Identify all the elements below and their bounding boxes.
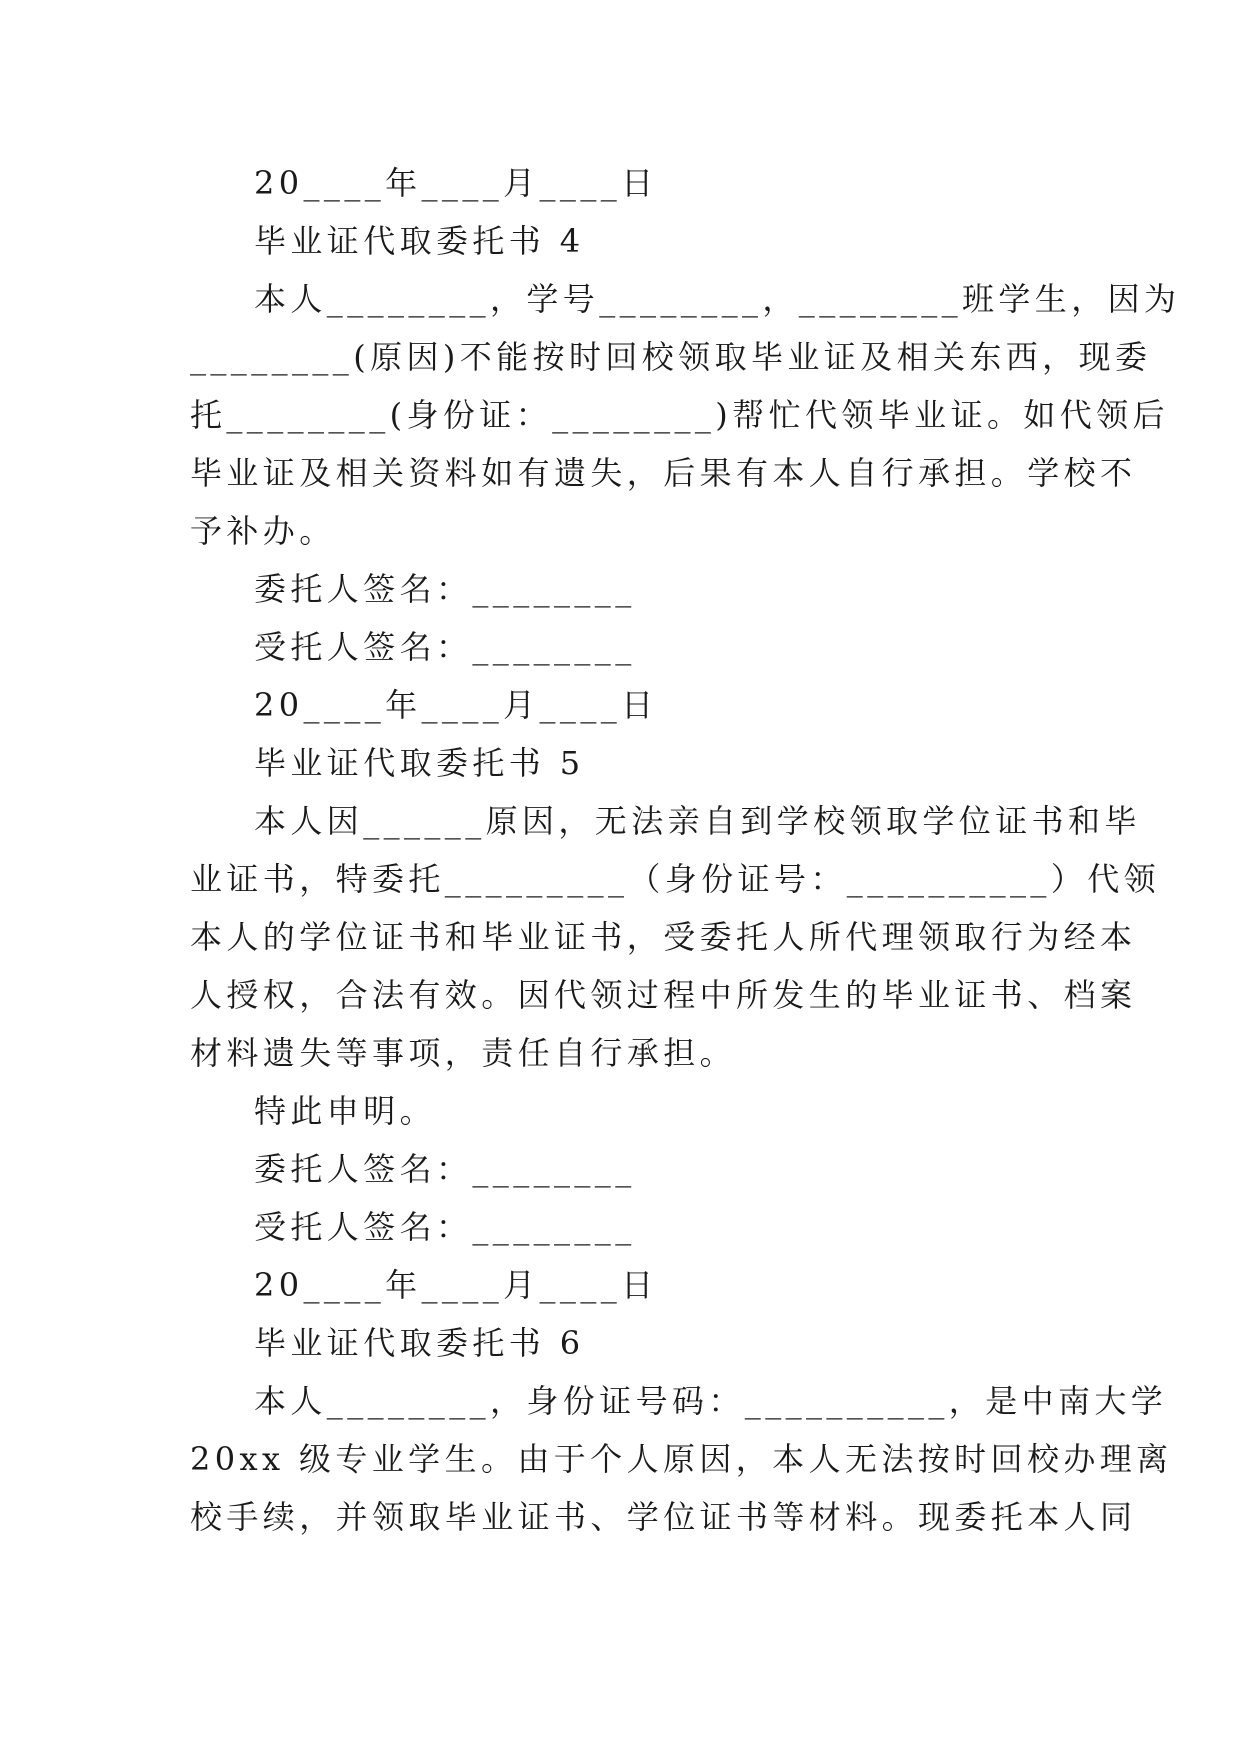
date-line: 20____年____月____日	[254, 686, 658, 724]
signature-line: 委托人签名：________	[254, 1150, 636, 1188]
date-line: 20____年____月____日	[254, 164, 658, 202]
section-title: 毕业证代取委托书 4	[254, 222, 585, 260]
paragraph-line: 本人________，学号________，________班学生，因为	[254, 280, 1181, 318]
paragraph-line: 本人的学位证书和毕业证书，受委托人所代理领取行为经本	[190, 918, 1137, 956]
paragraph-line: 本人________，身份证号码：__________，是中南大学	[254, 1382, 1168, 1420]
paragraph-line: 托________(身份证：________)帮忙代领毕业证。如代领后	[190, 396, 1169, 434]
signature-line: 受托人签名：________	[254, 1208, 636, 1246]
paragraph-line: 毕业证及相关资料如有遗失，后果有本人自行承担。学校不	[190, 454, 1137, 492]
section-title: 毕业证代取委托书 5	[254, 744, 585, 782]
signature-line: 委托人签名：________	[254, 570, 636, 608]
paragraph-line: ________(原因)不能按时回校领取毕业证及相关东西，现委	[190, 338, 1152, 376]
paragraph-line: 人授权，合法有效。因代领过程中所发生的毕业证书、档案	[190, 976, 1137, 1014]
paragraph-line: 本人因______原因，无法亲自到学校领取学位证书和毕	[254, 802, 1141, 840]
paragraph-line: 材料遗失等事项，责任自行承担。	[190, 1034, 737, 1072]
signature-line: 受托人签名：________	[254, 628, 636, 666]
section-title: 毕业证代取委托书 6	[254, 1324, 585, 1362]
paragraph-line: 业证书，特委托_________（身份证号：__________）代领	[190, 860, 1161, 898]
paragraph-line: 校手续，并领取毕业证书、学位证书等材料。现委托本人同	[190, 1498, 1137, 1536]
paragraph-line: 予补办。	[190, 512, 336, 550]
date-line: 20____年____月____日	[254, 1266, 658, 1304]
declaration-line: 特此申明。	[254, 1092, 437, 1130]
paragraph-line: 20xx 级专业学生。由于个人原因，本人无法按时回校办理离	[190, 1440, 1173, 1478]
